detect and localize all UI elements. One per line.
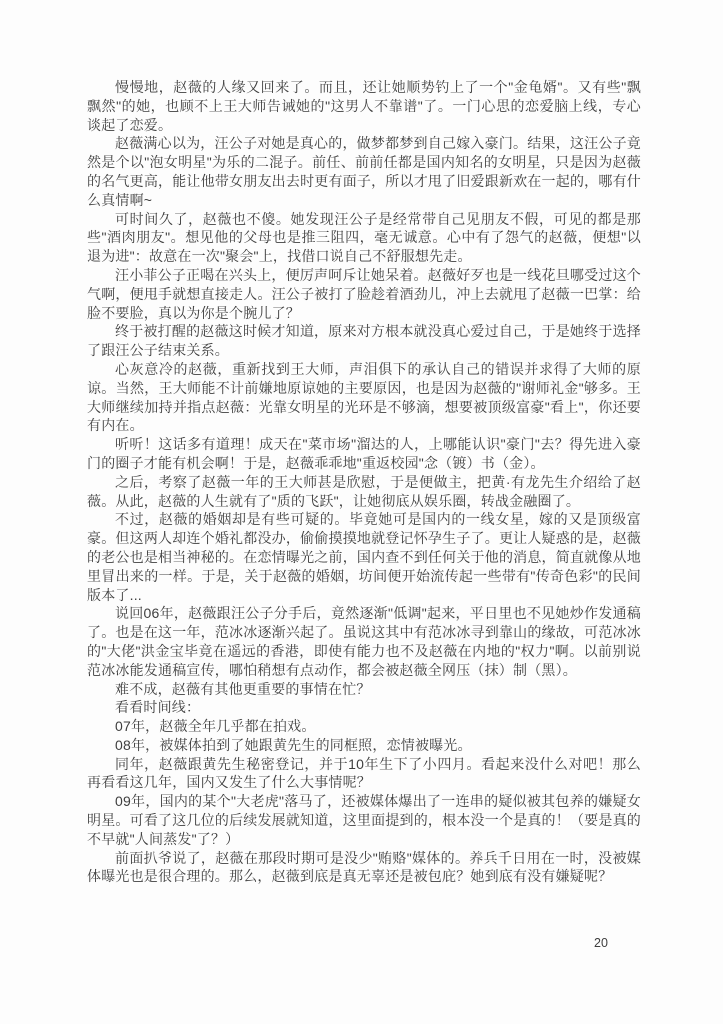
paragraph-17: 前面扒爷说了，赵薇在那段时期可是没少"贿赂"媒体的。养兵千日用在一时，没被媒体曝光也是很合理的。那么，赵薇到底是真无辜还是被包庇？她到底有没有嫌疑呢？ <box>87 849 641 885</box>
paragraph-4: 汪小菲公子正喝在兴头上，便厉声呵斥让她呆着。赵薇好歹也是一线花旦哪受过这个气啊，便甩手就想直接走人。汪公子被打了脸趁着酒劲儿，冲上去就甩了赵薇一巴掌：给脸不要脸，真以为你是个腕儿了？ <box>87 266 641 321</box>
paragraph-2: 赵薇满心以为，汪公子对她是真心的，做梦都梦到自己嫁入豪门。结果，这汪公子竟然是个以"泡女明星"为乐的二混子。前任、前前任都是国内知名的女明星，只是因为赵薇的名气更高，能让他带女朋友出去时更有面子，所以才甩了旧爱跟新欢在一起的，哪有什么真情啊~ <box>87 135 641 208</box>
paragraph-7: 听听！这话多有道理！成天在"菜市场"溜达的人，上哪能认识"豪门"去？得先进入豪门的圈子才能有机会啊！于是，赵薇乖乖地"重返校园"念（镀）书（金）。 <box>87 436 641 471</box>
paragraph-8: 之后，考察了赵薇一年的王大师甚是欣慰，于是便做主，把黄·有龙先生介绍给了赵薇。从此，赵薇的人生就有了"质的飞跃"，让她彻底从娱乐圈，转战金融圈了。 <box>87 473 641 509</box>
paragraph-11: 难不成，赵薇有其他更重要的事情在忙？ <box>115 680 371 697</box>
paragraph-5: 终于被打醒的赵薇这时候才知道，原来对方根本就没真心爱过自己，于是她终于选择了跟汪公子结束关系。 <box>87 323 641 359</box>
paragraph-9: 不过，赵薇的婚姻却是有些可疑的。毕竟她可是国内的一线女星，嫁的又是顶级富豪。但这两人却连个婚礼都没办，偷偷摸摸地就登记怀孕生子了。更让人疑惑的是，赵薇的老公也是相当神秘的。在恋情曝光之前，国内查不到任何关于他的消息，简直就像从地里冒出来的一样。于是，关于赵薇的婚姻，坊间便开始流传起一些带有"传奇色彩"的民间版本了... <box>87 511 641 603</box>
paragraph-10: 说回06年，赵薇跟汪公子分手后，竟然逐渐"低调"起来，平日里也不见她炒作发通稿了。也是在这一年，范冰冰逐渐兴起了。虽说这其中有范冰冰寻到靠山的缘故，可范冰冰的"大佬"洪金宝毕竟在遥远的香港，即使有能力也不及赵薇在内地的"权力"啊。以前别说范冰冰能发通稿宣传，哪怕稍想有点动作，都会被赵薇全网压（抹）制（黑）。 <box>87 605 641 678</box>
paragraph-13: 07年，赵薇全年几乎都在拍戏。 <box>115 718 316 735</box>
page-number: 20 <box>594 936 608 950</box>
text-column <box>87 78 641 886</box>
paragraph-14: 08年，被媒体拍到了她跟黄先生的同框照，恋情被曝光。 <box>115 736 472 753</box>
paragraph-16: 09年，国内的某个"大老虎"落马了，还被媒体爆出了一连串的疑似被其包养的嫌疑女明星。可看了这几位的后续发展就知道，这里面提到的，根本没一个是真的！（要是真的不早就"人间蒸发"了？） <box>87 793 641 847</box>
paragraph-15: 同年，赵薇跟黄先生秘密登记，并于10年生下了小四月。看起来没什么对吧！那么再看看这几年，国内又发生了什么大事情呢？ <box>87 755 641 791</box>
paragraph-12: 看看时间线： <box>115 699 201 716</box>
paragraph-1: 慢慢地，赵薇的人缘又回来了。而且，还让她顺势钓上了一个"金龟婿"。又有些"飘飘然"的她，也顾不上王大师告诫她的"这男人不靠谱"了。一门心思的恋爱脑上线，专心谈起了恋爱。 <box>87 79 641 133</box>
paragraph-6: 心灰意冷的赵薇，重新找到王大师，声泪俱下的承认自己的错误并求得了大师的原谅。当然，王大师能不计前嫌地原谅她的主要原因，也是因为赵薇的"谢师礼金"够多。王大师继续加持并指点赵薇：光靠女明星的光环是不够滴，想要被顶级富豪"看上"，你还要有内在。 <box>87 360 641 434</box>
paragraph-3: 可时间久了，赵薇也不傻。她发现汪公子是经常带自己见朋友不假，可见的都是那些"酒肉朋友"。想见他的父母也是推三阻四，毫无诚意。心中有了怨气的赵薇，便想"以退为进"：故意在一次"聚会"上，找借口说自己不舒服想先走。 <box>87 210 641 265</box>
